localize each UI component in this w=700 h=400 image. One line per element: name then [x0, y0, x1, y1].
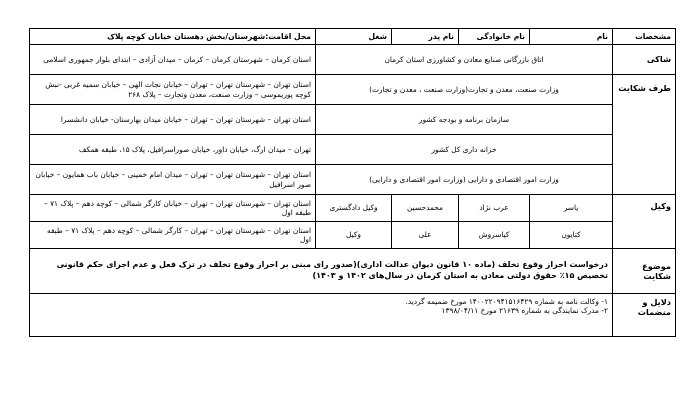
- complaint-form: [29, 28, 675, 337]
- defendant-address: تهران – میدان ارگ، خیابان داور، خیابان صوراسرافیل، پلاک ۱۵، طبقه همکف: [30, 135, 316, 165]
- defendant-label: طرف شکایت: [613, 75, 676, 195]
- plaintiff-address: استان کرمان – شهرستان کرمان – کرمان – میدان آزادی – ابتدای بلوار جمهوری اسلامی: [30, 45, 316, 75]
- lawyer-job: وکیل دادگستری: [316, 195, 392, 222]
- lawyer-address: استان تهران – شهرستان تهران – تهران – خیابان کارگر شمالی – کوچه دهم – پلاک ۷۱ – طبقه اول: [30, 195, 316, 222]
- defendant-row: [30, 165, 676, 195]
- lawyer-row: [30, 195, 676, 222]
- defendant-address: استان تهران – شهرستان تهران – تهران – میدان امام خمینی – خیابان باب همایون – خیابان صور اسرافیل: [30, 165, 316, 195]
- evidence-row: [30, 294, 676, 337]
- header-father-name: نام پدر: [392, 29, 459, 45]
- lawyer-last-name: عرب نژاد: [459, 195, 530, 222]
- defendant-name: خزانه داری کل کشور: [316, 135, 613, 165]
- evidence-item: ۱- وکالت نامه به شماره ۱۴۰۰۲۲۰۹۴۱۵۱۶۴۲۹ مورخ ضمیمه گردید.: [405, 297, 608, 306]
- header-first-name: نام: [530, 29, 613, 45]
- lawyer-job: وکیل: [316, 222, 392, 249]
- evidence-item: ۲- مدرک نمایندگی به شماره ۲۱۶۳۹ مورخ ۱۳۹۸/۰۴/۱۱: [441, 306, 608, 316]
- defendant-address: استان تهران – شهرستان تهران – تهران – خیابان میدان بهارستان- خیابان دانشسرا: [30, 105, 316, 135]
- header-job: شغل: [316, 29, 392, 45]
- defendant-row: [30, 75, 676, 105]
- header-label: مشخصات: [613, 29, 676, 45]
- lawyer-father-name: محمدحسین: [392, 195, 459, 222]
- defendant-name: وزارت امور اقتصادی و دارایی (وزارت امور اقتصادی و دارایی): [316, 165, 613, 195]
- subject-text: درخواست احراز وقوع تخلف (ماده ۱۰ قانون دیوان عدالت اداری)(صدور رای مبنی بر احراز وقوع تخلف در ترک فعل و عدم اجرای حکم قانونی تخصیص ۱۵٪ حقوق دولتی معادن به استان کرمان در سال‌های ۱۴۰۲ و ۱۴۰۳): [30, 249, 613, 294]
- evidence-label: دلایل و منضمات: [613, 294, 676, 337]
- plaintiff-row: [30, 45, 676, 75]
- evidence-list: [30, 294, 613, 337]
- lawyer-first-name: کتایون: [530, 222, 613, 249]
- defendant-name: سازمان برنامه و بودجه کشور: [316, 105, 613, 135]
- defendant-name: وزارت صنعت، معدن و تجارت(وزارت صنعت ، معدن و تجارت): [316, 75, 613, 105]
- subject-label: موضوع شکایت: [613, 249, 676, 294]
- defendant-address: استان تهران – شهرستان تهران – تهران – خیابان نجات الهی – خیابان سمیه غربی -نبش کوچه پوریموسی – وزارت صنعت، معدن وتجارت – پلاک ۲۶۸: [30, 75, 316, 105]
- lawyer-first-name: یاسر: [530, 195, 613, 222]
- complaint-table: [29, 28, 676, 337]
- lawyer-address: استان تهران – شهرستان تهران – تهران – کارگر شمالی – کوچه دهم – پلاک ۷۱ – طبقه اول: [30, 222, 316, 249]
- plaintiff-label: شاکی: [613, 45, 676, 75]
- header-row: [30, 29, 676, 45]
- defendant-row: [30, 135, 676, 165]
- header-address: محل اقامت:شهرستان/بخش دهستان خیابان کوچه پلاک: [30, 29, 316, 45]
- subject-row: [30, 249, 676, 294]
- lawyer-label: وکیل: [613, 195, 676, 249]
- defendant-row: [30, 105, 676, 135]
- header-last-name: نام خانوادگی: [459, 29, 530, 45]
- lawyer-last-name: کیاسروش: [459, 222, 530, 249]
- lawyer-father-name: علی: [392, 222, 459, 249]
- plaintiff-name: اتاق بازرگانی صنایع معادن و کشاورزی استان کرمان: [316, 45, 613, 75]
- lawyer-row: [30, 222, 676, 249]
